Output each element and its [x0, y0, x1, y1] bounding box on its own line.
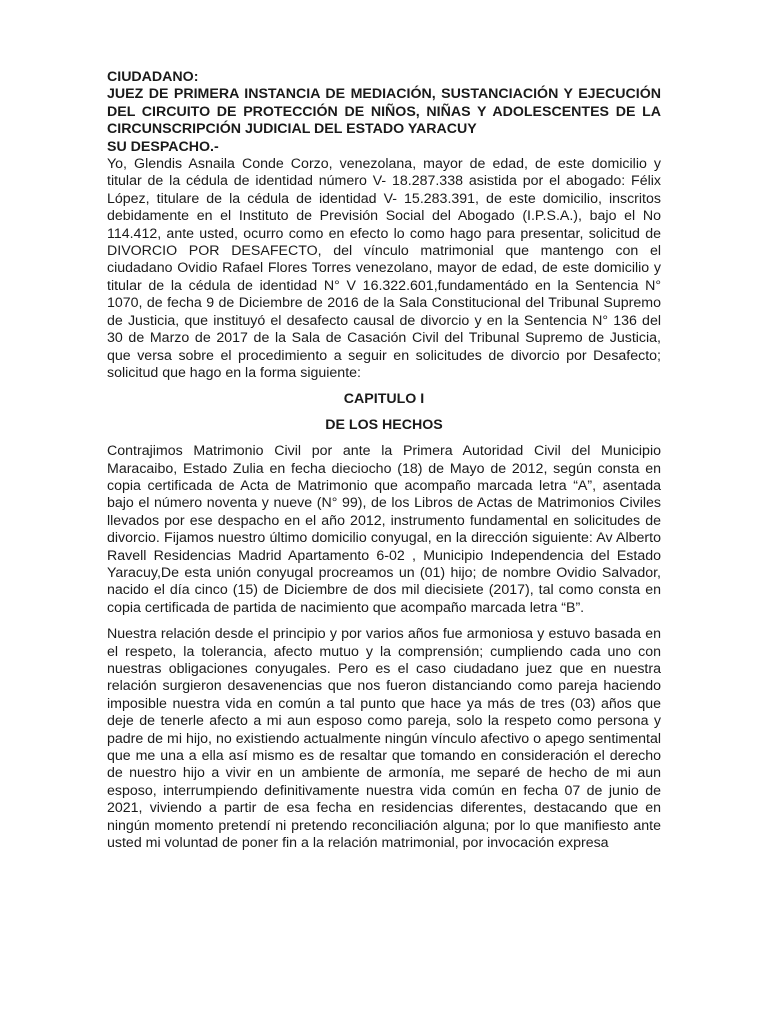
chapter-title: CAPITULO I	[343, 391, 425, 408]
facts-paragraph-2: Nuestra relación desde el principio y por varios años fue armoniosa y estuvo basada en el respeto, la tolerancia, afecto mutuo y la comprensión; cumpliendo cada uno con nuestras obligaciones conyugales. Pero es el caso ciudadano juez que en nuestra relación surgieron desavenencias que nos fueron distanciando como pareja haciendo imposible nuestra vida en común a tal punto que hace ya más de tres (03) años que deje de tenerle afecto a mi aun esposo como pareja, solo la respeto como persona y padre de mi hijo, no existiendo actualmente ningún vínculo afectivo o apego sentimental que me una a ella así mismo es de resaltar que tomando en consideración el derecho de nuestro hijo a vivir en un ambiente de armonía, me separé de hecho de mi aun esposo, interrumpiendo definitivamente nuestra vida común en fecha 07 de junio de 2021, viviendo a partir de esa fecha en residencias diferentes, destacando que en ningún momento pretendí ni pretendo reconciliación alguna; por lo que manifiesto ante usted mi voluntad de poner fin a la relación matrimonial, por invocación expresa	[107, 626, 661, 852]
header-closing: SU DESPACHO.-	[107, 138, 219, 155]
header-salutation: CIUDADANO:	[107, 69, 199, 85]
addressee-header	[107, 69, 661, 156]
facts-paragraph-1: Contrajimos Matrimonio Civil por ante la Primera Autoridad Civil del Municipio Maracaibo, Estado Zulia en fecha dieciocho (18) de Mayo de 2012, según consta en copia certificada de Acta de Matrimonio que acompaño marcada letra “A”, asentada bajo el número noventa y nueve (N° 99), de los Libros de Actas de Matrimonios Civiles llevados por ese despacho en el año 2012, instrumento fundamental en solicitudes de divorcio. Fijamos nuestro último domicilio conyugal, en la dirección siguiente: Av Alberto Ravell Residencias Madrid Apartamento 6-02 , Municipio Independencia del Estado Yaracuy,De esta unión conyugal procreamos un (01) hijo; de nombre Ovidio Salvador, nacido el día cinco (15) de Diciembre de dos mil diecisiete (2017), tal como consta en copia certificada de partida de nacimiento que acompaño marcada letra “B”.	[107, 443, 661, 616]
header-court-name: JUEZ DE PRIMERA INSTANCIA DE MEDIACIÓN, SUSTANCIACIÓN Y EJECUCIÓN DEL CIRCUITO DE PROTECCIÓN DE NIÑOS, NIÑAS Y ADOLESCENTES DE LA CIRCUNSCRIPCIÓN JUDICIAL DEL ESTADO YARACUY	[107, 86, 661, 138]
section-title: DE LOS HECHOS	[325, 416, 443, 433]
intro-paragraph: Yo, Glendis Asnaila Conde Corzo, venezolana, mayor de edad, de este domicilio y titular de la cédula de identidad número V- 18.287.338 asistida por el abogado: Félix López, titulare de la cédula de identidad V- 15.283.391, de este domicilio, inscritos debidamente en el Instituto de Previsión Social del Abogado (I.P.S.A.), bajo el No 114.412, ante usted, ocurro como en efecto lo como hago para presentar, solicitud de DIVORCIO POR DESAFECTO, del vínculo matrimonial que mantengo con el ciudadano Ovidio Rafael Flores Torres venezolano, mayor de edad, de este domicilio y titular de la cédula de identidad N° V 16.322.601,fundamentádo en la Sentencia N° 1070, de fecha 9 de Diciembre de 2016 de la Sala Constitucional del Tribunal Supremo de Justicia, que instituyó el desafecto causal de divorcio y en la Sentencia N° 136 del 30 de Marzo de 2017 de la Sala de Casación Civil del Tribunal Supremo de Justicia, que versa sobre el procedimiento a seguir en solicitudes de divorcio por Desafecto; solicitud que hago en la forma siguiente:	[107, 156, 661, 381]
